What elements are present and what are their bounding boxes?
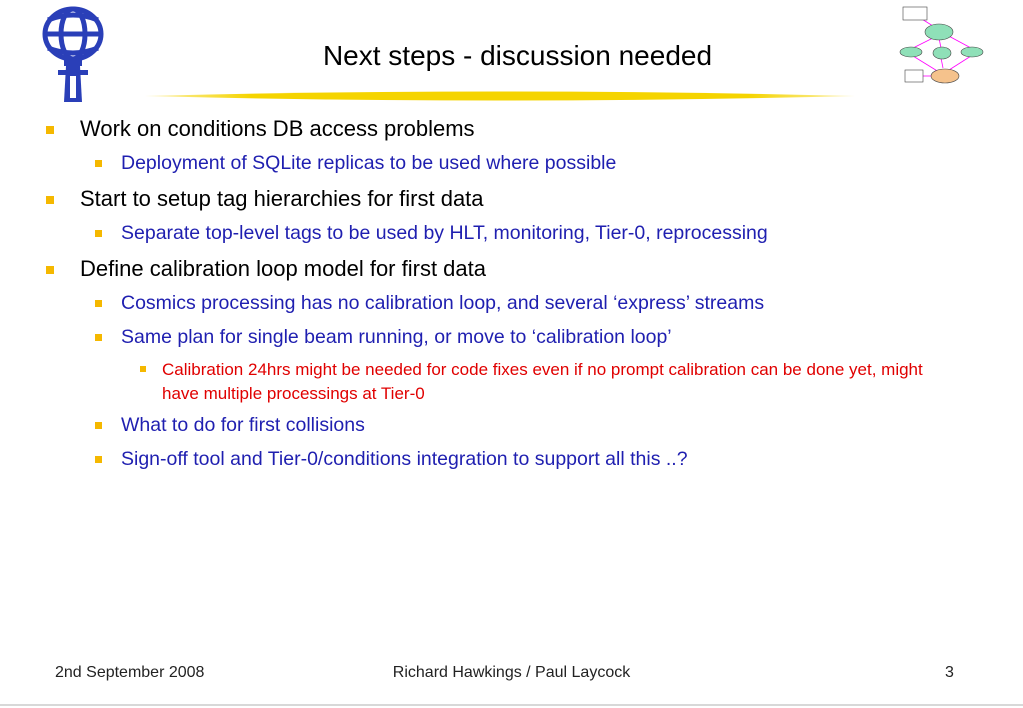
bullet-item bbox=[0, 412, 1023, 438]
bullet-item bbox=[0, 254, 1023, 284]
diagram-node bbox=[931, 69, 959, 83]
bullet-icon bbox=[140, 366, 146, 372]
bullet-icon bbox=[95, 230, 102, 237]
footer-authors: Richard Hawkings / Paul Laycock bbox=[392, 664, 631, 681]
bullet-icon bbox=[46, 266, 54, 274]
calibration-workflow-diagram bbox=[895, 4, 990, 92]
bullet-icon bbox=[46, 126, 54, 134]
footer-date: 2nd September 2008 bbox=[55, 664, 205, 681]
bullet-icon bbox=[95, 160, 102, 167]
bullet-item bbox=[0, 290, 1023, 316]
diagram-node bbox=[925, 24, 953, 40]
bullet-text: Deployment of SQLite replicas to be used where possible bbox=[121, 152, 617, 174]
bullet-item bbox=[0, 184, 1023, 214]
bullet-text: Same plan for single beam running, or move to ‘calibration loop’ bbox=[121, 326, 672, 348]
bullet-text: What to do for first collisions bbox=[121, 414, 365, 436]
diagram-node bbox=[903, 7, 927, 20]
bullet-list bbox=[0, 114, 1023, 480]
bullet-text: Calibration 24hrs might be needed for code fixes even if no prompt calibration can be done yet, might have multiple processings at Tier-0 bbox=[162, 360, 923, 403]
bullet-text: Cosmics processing has no calibration loop, and several ‘express’ streams bbox=[121, 292, 765, 314]
diagram-node bbox=[933, 47, 951, 59]
atlas-logo-icon bbox=[38, 4, 108, 102]
bullet-icon bbox=[95, 300, 102, 307]
bullet-item bbox=[0, 324, 1023, 350]
bullet-text: Define calibration loop model for first data bbox=[80, 256, 486, 281]
bullet-text: Start to setup tag hierarchies for first data bbox=[80, 186, 484, 211]
diagram-node bbox=[961, 47, 983, 57]
bullet-icon bbox=[95, 422, 102, 429]
bullet-item bbox=[0, 220, 1023, 246]
title-underline bbox=[145, 88, 855, 104]
bullet-text: Work on conditions DB access problems bbox=[80, 116, 475, 141]
bullet-item bbox=[0, 150, 1023, 176]
slide-title: Next steps - discussion needed bbox=[322, 40, 713, 71]
bullet-icon bbox=[46, 196, 54, 204]
bullet-icon bbox=[95, 334, 102, 341]
bullet-icon bbox=[95, 456, 102, 463]
bullet-item bbox=[0, 358, 1023, 406]
bullet-item bbox=[0, 446, 1023, 472]
bullet-text: Separate top-level tags to be used by HLT, monitoring, Tier-0, reprocessing bbox=[121, 222, 768, 244]
diagram-node bbox=[905, 70, 923, 82]
bullet-item bbox=[0, 114, 1023, 144]
bullet-text: Sign-off tool and Tier-0/conditions integration to support all this ..? bbox=[121, 448, 688, 470]
diagram-node bbox=[900, 47, 922, 57]
page-number: 3 bbox=[945, 664, 954, 681]
bottom-divider bbox=[0, 704, 1023, 706]
